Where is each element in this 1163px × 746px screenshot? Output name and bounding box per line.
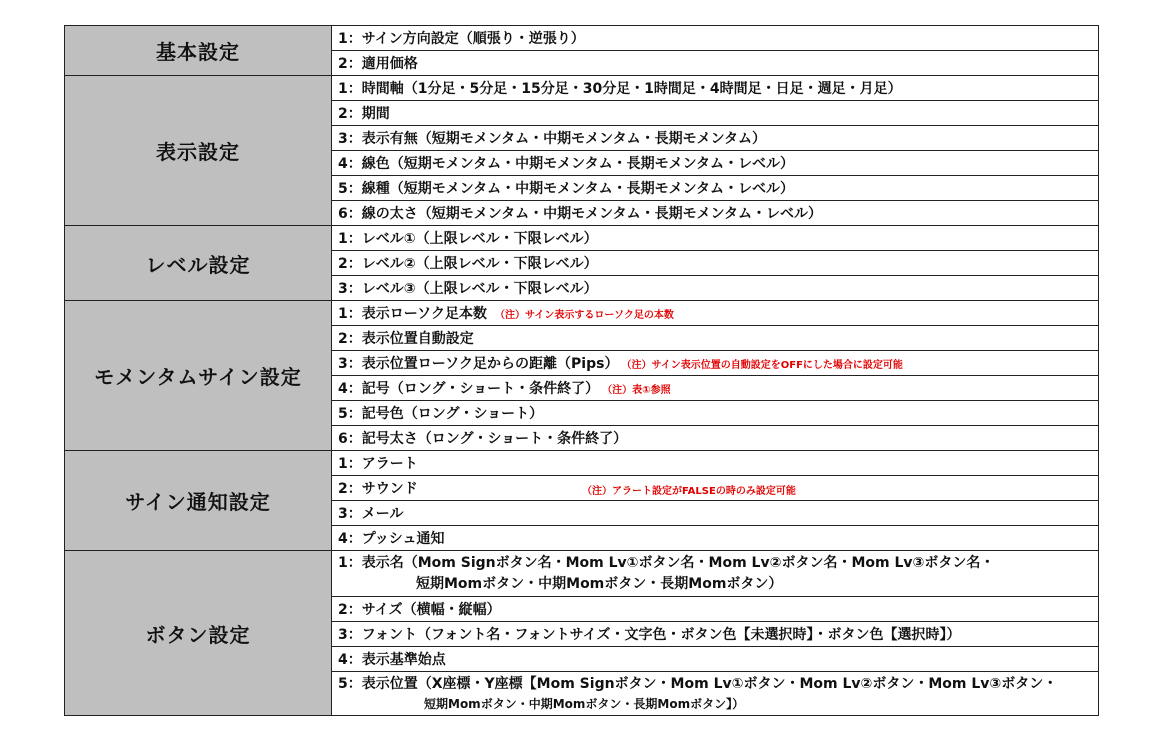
category-basic: 基本設定 [65, 26, 332, 76]
item-button-1 [332, 551, 1099, 597]
note-text: （注）サイン表示するローソク足の本数 [495, 310, 674, 321]
table-row [65, 226, 1099, 251]
category-display: 表示設定 [65, 76, 332, 226]
item-button-2: 2：サイズ（横幅・縦幅） [332, 597, 1099, 622]
item-text: 1：表示名（Mom Signボタン名・Mom Lv①ボタン名・Mom Lv②ボタン名・Mom Lv③ボタン名・ [338, 554, 995, 571]
table-row [65, 451, 1099, 476]
item-text: 5：表示位置（X座標・Y座標【Mom Signボタン・Mom Lv①ボタン・Mom Lv②ボタン・Mom Lv③ボタン・ [338, 675, 1058, 692]
item-notify-4: 4：プッシュ通知 [332, 526, 1099, 551]
item-text-continued: 短期Momボタン・中期Momボタン・長期Momボタン】） [424, 696, 745, 711]
item-momentum-2: 2：表示位置自動設定 [332, 326, 1099, 351]
item-display-3: 3：表示有無（短期モメンタム・中期モメンタム・長期モメンタム） [332, 126, 1099, 151]
item-momentum-4 [332, 376, 1099, 401]
table-row [65, 76, 1099, 101]
item-display-5: 5：線種（短期モメンタム・中期モメンタム・長期モメンタム・レベル） [332, 176, 1099, 201]
note-text: （注）サイン表示位置の自動設定をOFFにした場合に設定可能 [626, 360, 903, 371]
item-notify-3: 3：メール [332, 501, 1099, 526]
item-text-continued: 短期Momボタン・中期Momボタン・長期Momボタン） [416, 575, 783, 592]
item-display-4: 4：線色（短期モメンタム・中期モメンタム・長期モメンタム・レベル） [332, 151, 1099, 176]
item-notify-2 [332, 476, 1099, 501]
item-momentum-5: 5：記号色（ロング・ショート） [332, 401, 1099, 426]
item-momentum-6: 6：記号太さ（ロング・ショート・条件終了） [332, 426, 1099, 451]
item-basic-1: 1：サイン方向設定（順張り・逆張り） [332, 26, 1099, 51]
item-momentum-3 [332, 351, 1099, 376]
item-level-3: 3：レベル③（上限レベル・下限レベル） [332, 276, 1099, 301]
note-text: （注）表①参照 [607, 385, 671, 396]
item-level-2: 2：レベル②（上限レベル・下限レベル） [332, 251, 1099, 276]
category-momentum-sign: モメンタムサイン設定 [65, 301, 332, 451]
settings-table [64, 25, 1099, 716]
note-text: （注）アラート設定がFALSEの時のみ設定可能 [582, 486, 796, 497]
item-notify-1: 1：アラート [332, 451, 1099, 476]
item-momentum-1 [332, 301, 1099, 326]
item-basic-2: 2：適用価格 [332, 51, 1099, 76]
item-display-6: 6：線の太さ（短期モメンタム・中期モメンタム・長期モメンタム・レベル） [332, 201, 1099, 226]
category-button: ボタン設定 [65, 551, 332, 716]
table-row [65, 26, 1099, 51]
item-button-3: 3：フォント（フォント名・フォントサイズ・文字色・ボタン色【未選択時】・ボタン色【選択時】） [332, 622, 1099, 647]
category-level: レベル設定 [65, 226, 332, 301]
item-text: 4：記号（ロング・ショート・条件終了） [338, 381, 600, 397]
item-display-1: 1：時間軸（1分足・5分足・15分足・30分足・1時間足・4時間足・日足・週足・月足） [332, 76, 1099, 101]
item-level-1: 1：レベル①（上限レベル・下限レベル） [332, 226, 1099, 251]
item-button-4: 4：表示基準始点 [332, 647, 1099, 672]
item-text: 2：サウンド [338, 481, 418, 497]
item-text: 3：表示位置ローソク足からの距離（Pips） [338, 356, 619, 372]
item-text: 1：表示ローソク足本数 [338, 306, 488, 322]
table-row [65, 551, 1099, 597]
item-button-5 [332, 672, 1099, 716]
category-sign-notify: サイン通知設定 [65, 451, 332, 551]
table-row [65, 301, 1099, 326]
item-display-2: 2：期間 [332, 101, 1099, 126]
